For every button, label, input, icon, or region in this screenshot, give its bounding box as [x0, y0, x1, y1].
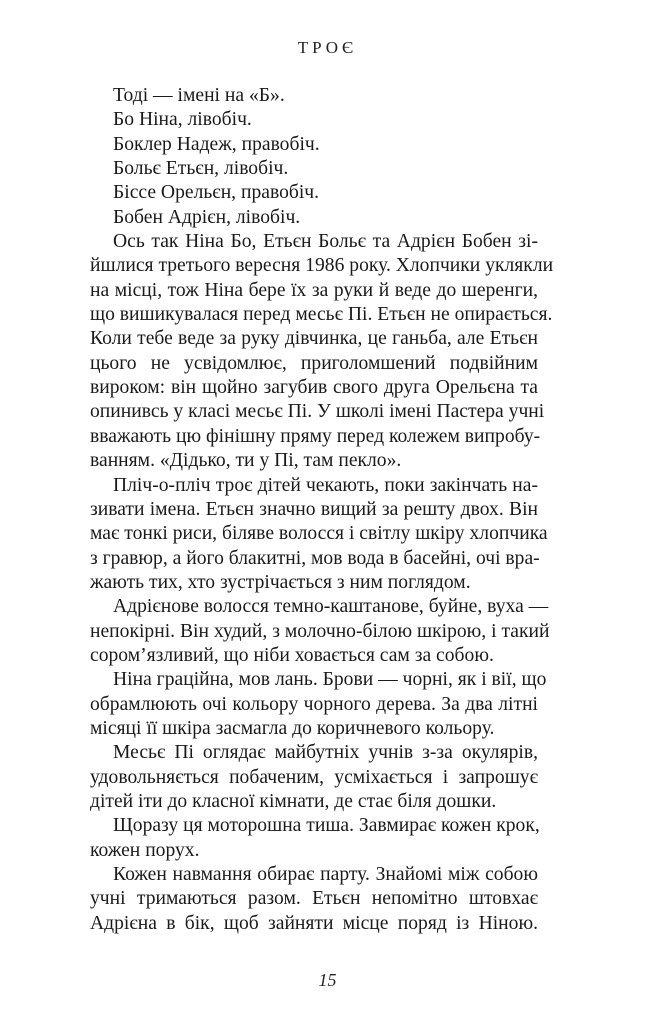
text-line: опинивсь у класі месьє Пі. У школі імені Пастера учні: [90, 401, 545, 423]
text-line: Пліч-о-пліч троє дітей чекають, поки закінчать на-: [113, 474, 538, 496]
text-line: кожен порух.: [90, 839, 200, 861]
text-line: йшлися третього вересня 1986 року. Хлопчики уклякли: [90, 255, 554, 277]
text-line: Больє Етьєн, лівобіч.: [113, 158, 289, 180]
text-line: учні тримаються разом. Етьєн непомітно штовхає: [90, 888, 538, 910]
text-line: з гравюр, а його блакитні, мов вода в басейні, очі вра-: [90, 547, 540, 569]
text-line: Ось так Ніна Бо, Етьєн Больє та Адрієн Бобен зі-: [113, 231, 538, 253]
text-line: Адрієна в бік, щоб зайняти місце поряд із Ніною.: [90, 912, 538, 934]
text-line: Месьє Пі оглядає майбутніх учнів з-за окулярів,: [113, 742, 538, 764]
text-line: має тонкі риси, біляве волосся і світлу шкіру хлопчика: [90, 523, 548, 545]
text-line: що вишикувалася перед месьє Пі. Етьєн не опирається.: [90, 304, 553, 326]
text-line: удовольняється побаченим, усміхається і запрошує: [90, 766, 538, 788]
text-line: Біссе Орельєн, правобіч.: [113, 182, 320, 204]
body-text: [90, 84, 554, 936]
text-line: ванням. «Дідько, ти у Пі, там пекло».: [90, 450, 402, 472]
text-line: Кожен навмання обирає парту. Знайомі між собою: [113, 864, 538, 885]
text-line: зивати імена. Етьєн значно вищий за решту двох. Він: [90, 498, 538, 520]
text-line: на місці, тож Ніна бере їх за руки й веде до шеренги,: [90, 279, 538, 301]
text-line: Бо Ніна, лівобіч.: [113, 109, 252, 131]
text-line: вважають цю фінішну пряму перед колежем випробу-: [90, 425, 541, 447]
text-line: цього не усвідомлює, приголомшений подвійним: [90, 352, 538, 374]
text-line: Тоді — імені на «Б».: [113, 85, 285, 106]
text-line: Ніна граційна, мов лань. Брови — чорні, як і вії, що: [113, 669, 547, 691]
text-line: Щоразу ця моторошна тиша. Завмирає кожен крок,: [113, 815, 540, 837]
text-line: сором’язливий, що ніби ховається сам за собою.: [90, 644, 494, 666]
text-line: непокірні. Він худий, з молочно-білою шкірою, і такий: [90, 620, 550, 642]
text-line: місяці її шкіра засмагла до коричневого кольору.: [90, 717, 495, 739]
text-line: обрамлюють очі кольору чорного дерева. За два літні: [90, 693, 538, 715]
text-line: вироком: він щойно загубив свого друга Орельєна та: [90, 377, 538, 399]
text-line: Боклер Надеж, правобіч.: [113, 133, 320, 155]
text-line: Коли тебе веде за руку дівчинка, це ганьба, але Етьєн: [90, 328, 538, 350]
page-number: 15: [318, 970, 337, 990]
text-line: Бобен Адрієн, лівобіч.: [113, 206, 301, 228]
text-line: дітей іти до класної кімнати, де стає біля дошки.: [90, 790, 497, 812]
running-head: ТРОЄ: [297, 38, 358, 57]
text-line: Адрієнове волосся темно-каштанове, буйне, вуха —: [113, 596, 549, 618]
text-line: жають тих, хто зустрічається з ним поглядом.: [90, 571, 471, 593]
